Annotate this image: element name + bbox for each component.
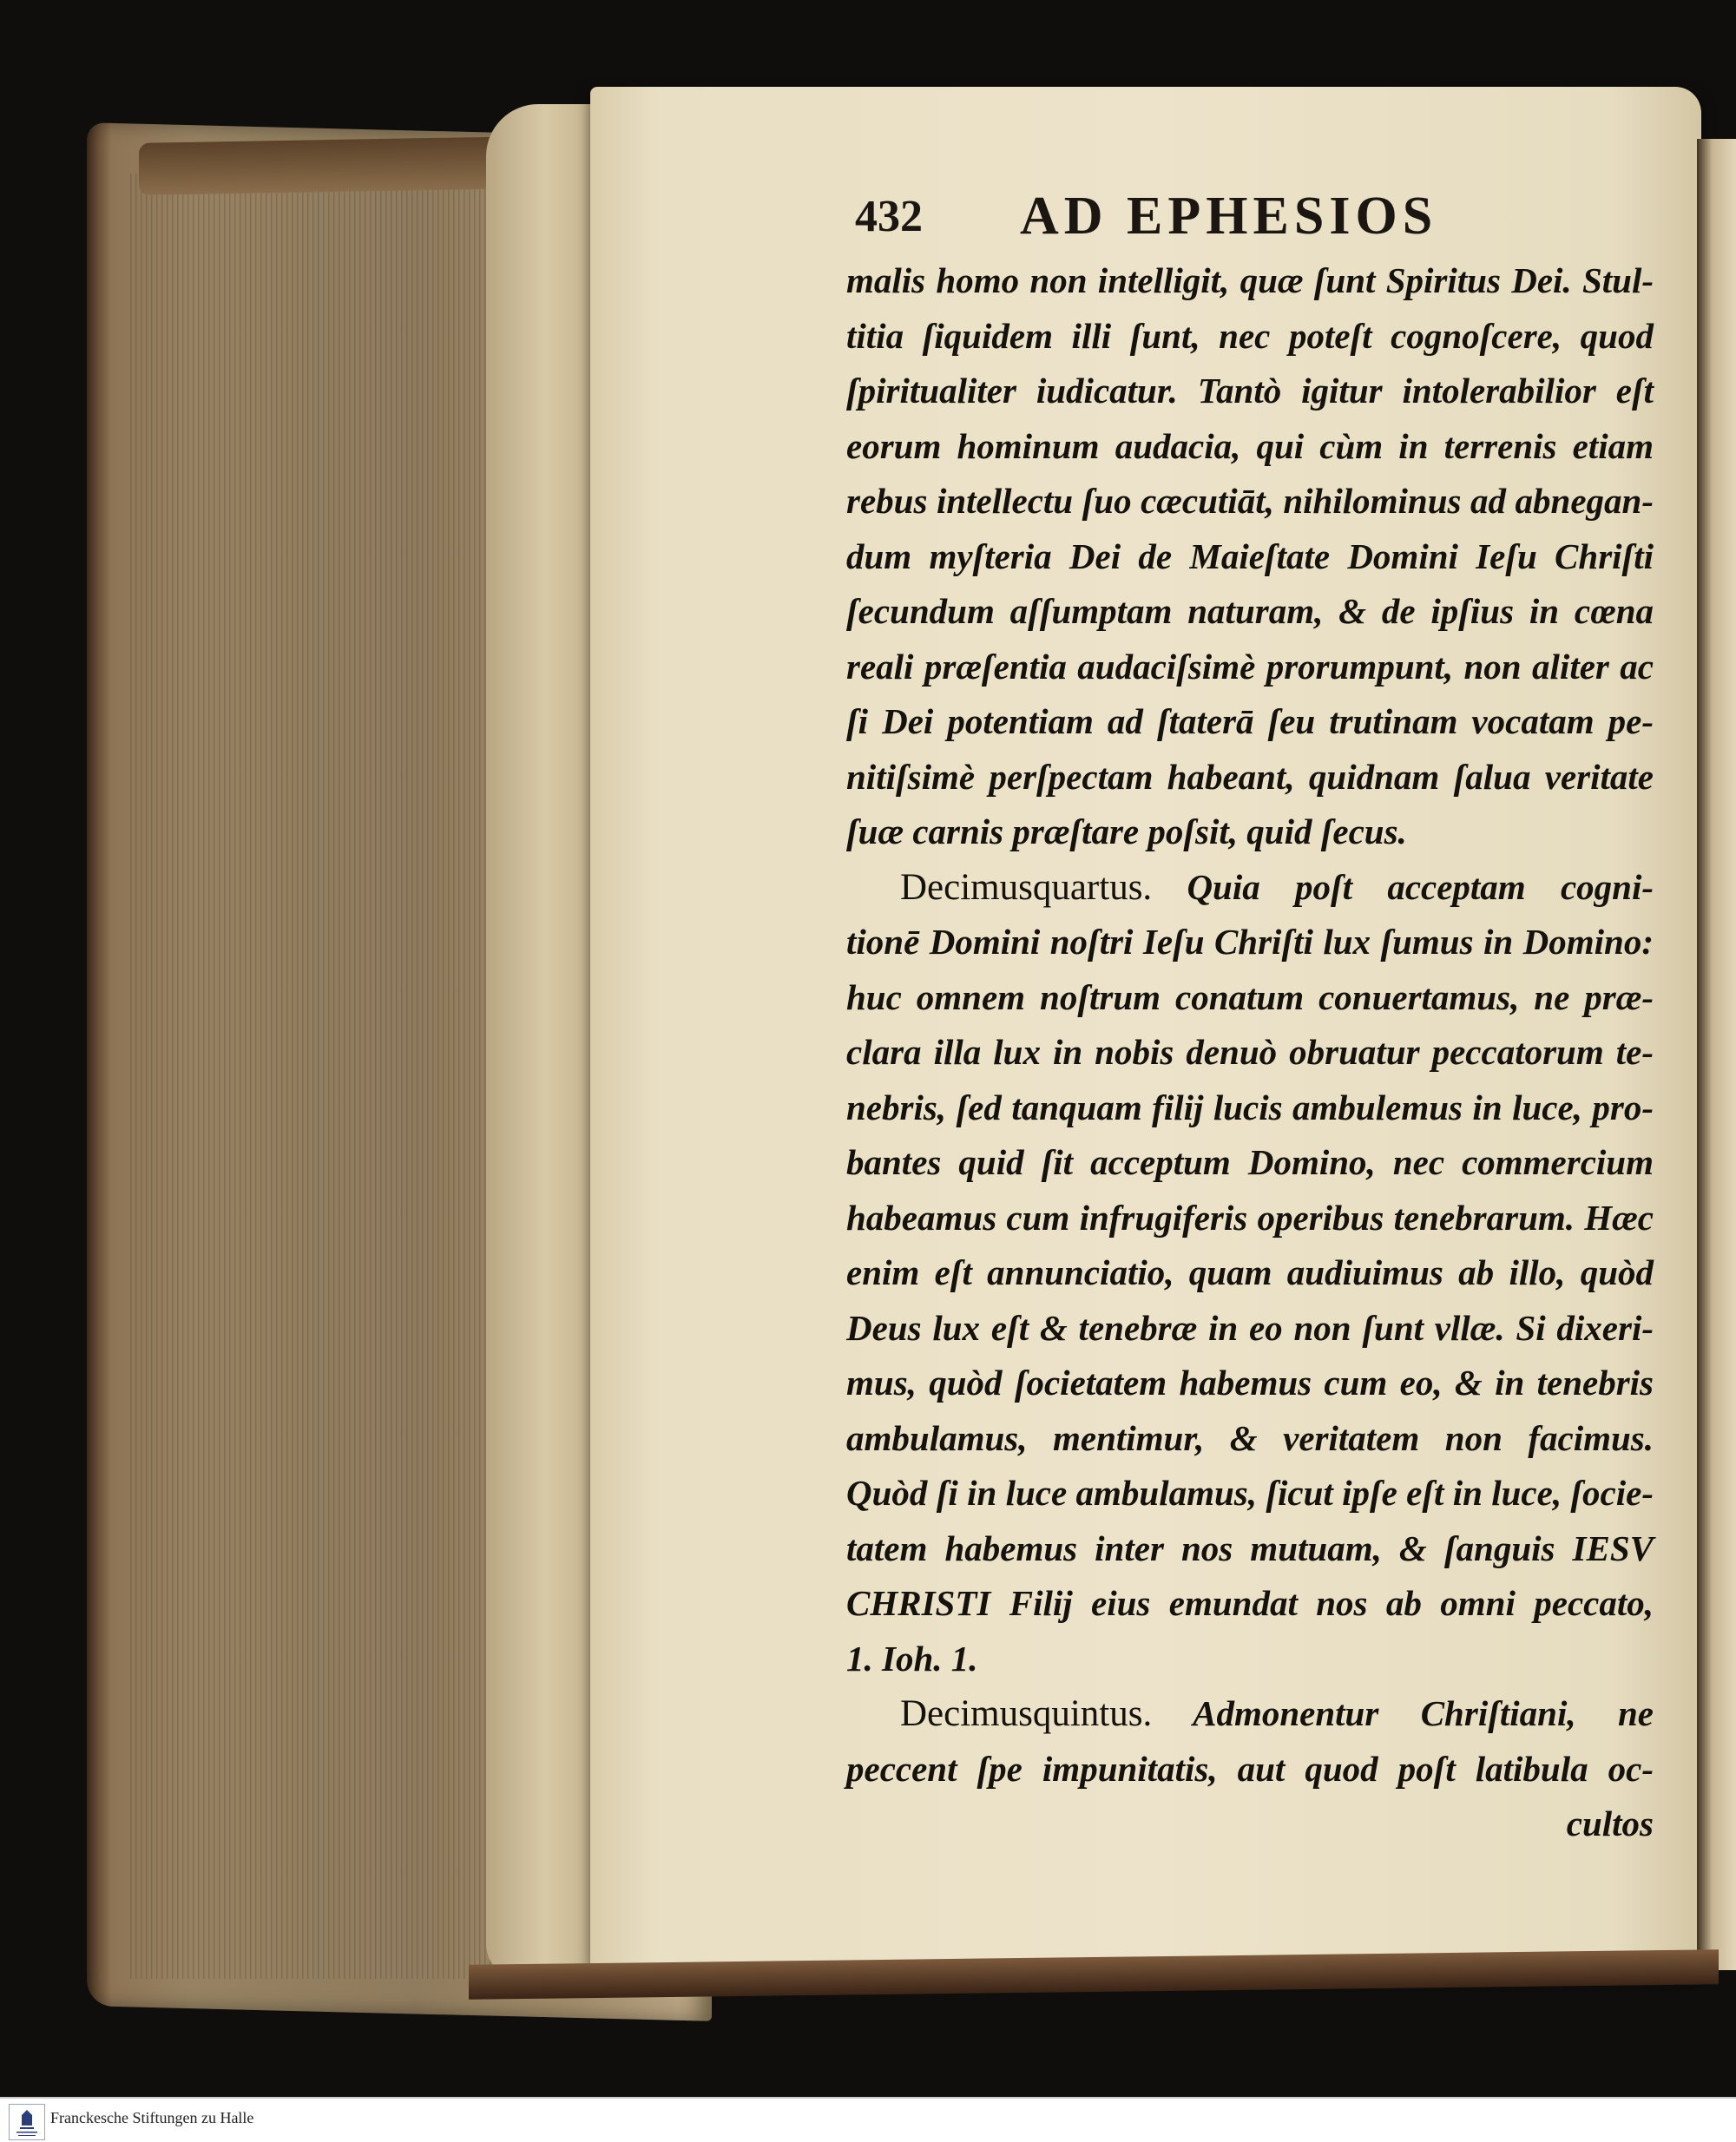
text-line: mus, quòd ſocietatem habemus cum eo, & in tenebris [846,1363,1654,1403]
text-line: peccent ſpe impunitatis, aut quod poſt latibula oc- [846,1748,1654,1789]
text-line: huc omnem noſtrum conatum conuertamus, ne præ- [846,976,1654,1017]
text-line: ſecundum aſſumptam naturam, & de ipſius in cœna [846,591,1654,631]
text-line: 1. Ioh. 1. [846,1638,978,1679]
text-line: bantes quid ſit acceptum Domino, nec commercium [846,1142,1654,1182]
text-line: enim eſt annunciatio, quam audiuimus ab illo, quòd [846,1252,1654,1292]
text-line: ſi Dei potentiam ad ſtaterā ſeu trutinam vocatam pe- [846,701,1654,741]
paragraph-start: Decimusquintus. Admonentur Chriſtiani, ne [900,1693,1654,1734]
text-line: titia ſiquidem illi ſunt, nec poteſt cognoſcere, quod [846,315,1654,356]
institution-name: Franckesche Stiftungen zu Halle [50,2109,254,2126]
text-line: rebus intellectu ſuo cæcutiāt, nihilominus ad abnegan- [846,481,1654,521]
section-heading: Decimusquartus. [900,866,1153,908]
text-line: Quòd ſi in luce ambulamus, ſicut ipſe eſt in luce, ſocie- [846,1473,1654,1513]
catchword: cultos [1566,1804,1654,1843]
running-head: AD EPHESIOS [1020,187,1438,246]
text-line: tatem habemus inter nos mutuam, & ſanguis IESV [846,1528,1654,1568]
footer-bar [0,2097,1736,2142]
text-line: malis homo non intelligit, quæ ſunt Spiritus Dei. Stul- [846,260,1654,300]
text-line: ſpiritualiter iudicatur. Tantò igitur intolerabilior eſt [846,371,1654,411]
text-line: reali præſentia audaciſsimè prorumpunt, non aliter ac [846,646,1654,687]
institution-logo-icon [9,2104,45,2140]
text-line: dum myſteria Dei de Maieſtate Domini Ieſu Chriſti [846,536,1654,576]
text-block [846,253,1654,1852]
section-heading: Decimusquintus. [900,1693,1153,1734]
text-line: habeamus cum infrugiferis operibus tenebrarum. Hæc [846,1197,1654,1238]
text-line: nitiſsimè perſpectam habeant, quidnam ſalua veritate [846,756,1654,797]
text-line: nebris, ſed tanquam filij lucis ambulemus in luce, pro- [846,1087,1654,1127]
text-line: CHRISTI Filij eius emundat nos ab omni peccato, [846,1583,1654,1623]
page-number: 432 [855,192,923,241]
paragraph-start: Decimusquartus. Quia poſt acceptam cogni- [900,866,1654,908]
facing-page-edge [1697,139,1736,1970]
text-line: tionē Domini noſtri Ieſu Chriſti lux ſumus in Domino: [846,922,1654,962]
text-line: Deus lux eſt & tenebræ in eo non ſunt vllæ. Si dixeri- [846,1307,1654,1348]
text-line: ſuæ carnis præſtare poſsit, quid ſecus. [846,811,1407,851]
page-header [855,182,1654,246]
text-line: clara illa lux in nobis denuò obruatur peccatorum te- [846,1032,1654,1072]
text-line: ambulamus, mentimur, & veritatem non facimus. [846,1417,1654,1458]
text-line: eorum hominum audacia, qui cùm in terrenis etiam [846,425,1654,466]
